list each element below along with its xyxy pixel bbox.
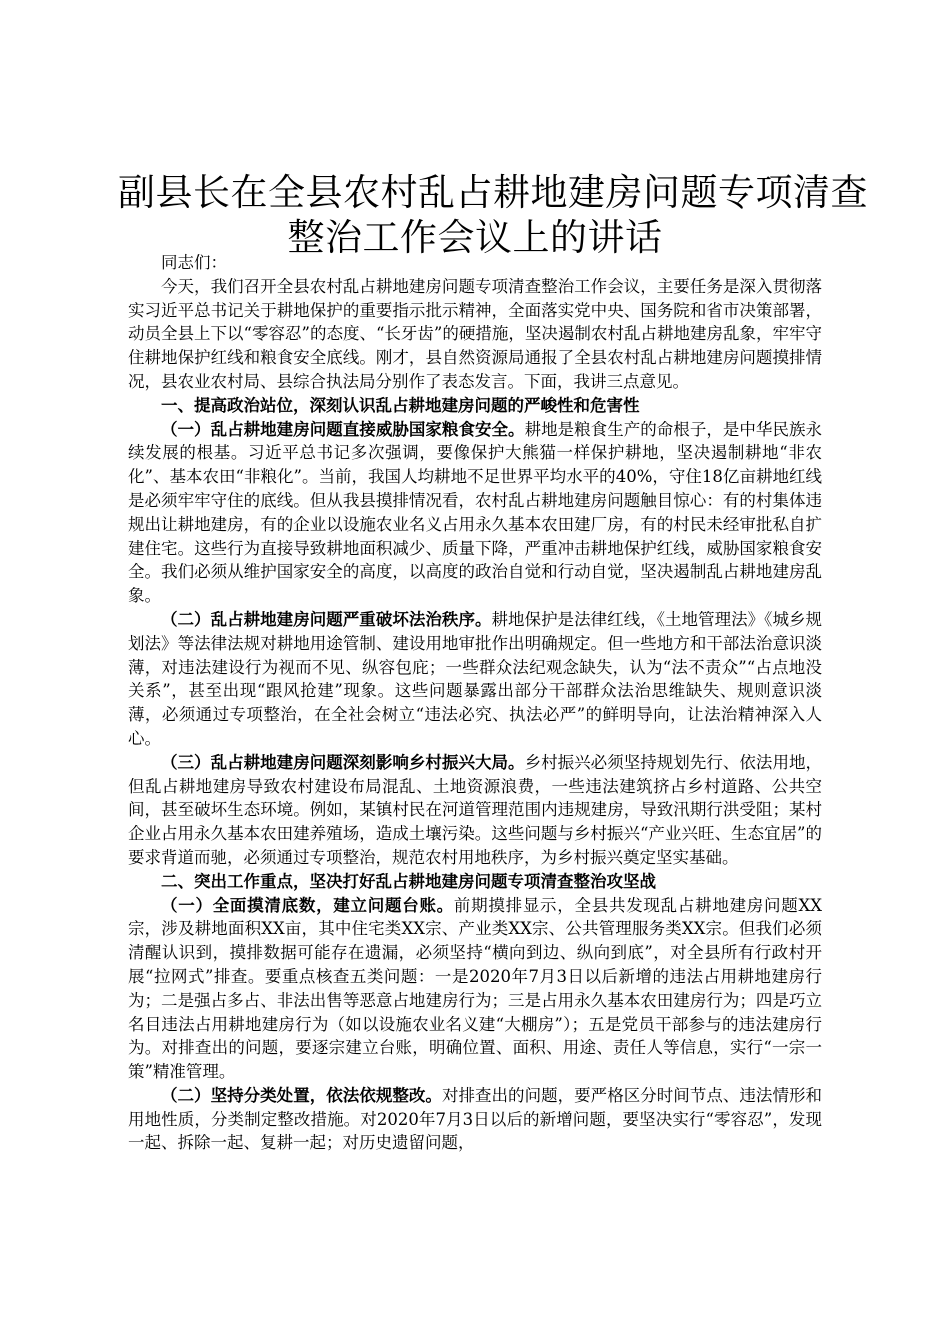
section-1-heading: 一、提高政治站位，深刻认识乱占耕地建房问题的严峻性和危害性	[161, 395, 640, 415]
title-line-1: 副县长在全县农村乱占耕地建房问题专项清查	[118, 171, 868, 214]
paragraph-lead: （二）坚持分类处置，依法依规整改。	[161, 1085, 442, 1105]
paragraph-text: 耕地是粮食生产的命根子，是中华民族永续发展的根基。习近平总书记多次强调，要像保护大熊猫一样保护耕地，坚决遏制耕地“非农化”、基本农田“非粮化”。当前，我国人均耕地不足世界平均水平的40%，守住18亿亩耕地红线是必须牢牢守住的底线。但从我县摸排情况看，农村乱占耕地建房问题触目惊心：有的村集体违规出让耕地建房，有的企业以设施农业名义占用永久基本农田建厂房，有的村民未经审批私自扩建住宅。这些行为直接导致耕地面积减少、质量下降，严重冲击耕地保护红线，威胁国家粮食安全。我们必须从维护国家安全的高度，以高度的政治自觉和行动自觉，坚决遏制乱占耕地建房乱象。	[128, 419, 823, 606]
document-title	[118, 170, 868, 260]
salutation: 同志们：	[161, 253, 227, 272]
paragraph-text: 前期摸排显示，全县共发现乱占耕地建房问题XX宗，涉及耕地面积XX亩，其中住宅类XX宗、产业类XX宗、公共管理服务类XX宗。但我们必须清醒认识到，摸排数据可能存在遗漏，必须坚持“横向到边、纵向到底”，对全县所有行政村开展“拉网式”排查。要重点核查五类问题：一是2020年7月3日以后新增的违法占用耕地建房行为；二是强占多占、非法出售等恶意占地建房行为；三是占用永久基本农田建房行为；四是巧立名目违法占用耕地建房行为（如以设施农业名义建“大棚房”）；五是党员干部参与的违法建房行为。对排查出的问题，要逐宗建立台账，明确位置、面积、用途、责任人等信息，实行“一宗一策”精准管理。	[128, 895, 822, 1082]
paragraph-lead: （一）乱占耕地建房问题直接威胁国家粮食安全。	[161, 419, 525, 439]
paragraph-text: 耕地保护是法律红线，《土地管理法》《城乡规划法》等法律法规对耕地用途管制、建设用地审批作出明确规定。但一些地方和干部法治意识淡薄，对违法建设行为视而不见、纵容包庇；一些群众法纪观念缺失，认为“法不责众”“占点地没关系”，甚至出现“跟风抢建”现象。这些问题暴露出部分干部群众法治思维缺失、规则意识淡薄，必须通过专项整治，在全社会树立“违法必究、执法必严”的鲜明导向，让法治精神深入人心。	[128, 609, 823, 748]
paragraph-text: 对排查出的问题，要严格区分时间节点、违法情形和用地性质，分类制定整改措施。对2020年7月3日以后的新增问题，要坚决实行“零容忍”，发现一起、拆除一起、复耕一起；对历史遗留问题，	[128, 1085, 823, 1153]
section-2-paragraph-2	[128, 1084, 822, 1155]
section-1-paragraph-1	[128, 418, 822, 608]
section-2-heading: 二、突出工作重点，坚决打好乱占耕地建房问题专项清查整治攻坚战	[161, 871, 656, 891]
document-body	[128, 251, 822, 1155]
paragraph-lead: （三）乱占耕地建房问题深刻影响乡村振兴大局。	[161, 752, 525, 772]
paragraph-lead: （二）乱占耕地建房问题严重破坏法治秩序。	[161, 609, 492, 629]
section-1-paragraph-3	[128, 751, 822, 870]
intro-paragraph: 今天，我们召开全县农村乱占耕地建房问题专项清查整治工作会议，主要任务是深入贯彻落实习近平总书记关于耕地保护的重要指示批示精神，全面落实党中央、国务院和省市决策部署，动员全县上下以“零容忍”的态度、“长牙齿”的硬措施，坚决遏制农村乱占耕地建房乱象，牢牢守住耕地保护红线和粮食安全底线。刚才，县自然资源局通报了全县农村乱占耕地建房问题摸排情况，县农业农村局、县综合执法局分别作了表态发言。下面，我讲三点意见。	[128, 276, 822, 391]
title-line-2: 整治工作会议上的讲话	[287, 216, 663, 259]
section-1-paragraph-2	[128, 608, 822, 751]
paragraph-text: 乡村振兴必须坚持规划先行、依法用地，但乱占耕地建房导致农村建设布局混乱、土地资源浪费，一些违法建筑挤占乡村道路、公共空间，甚至破坏生态环境。例如，某镇村民在河道管理范围内违规建房，导致汛期行洪受阻；某村企业占用永久基本农田建养殖场，造成土壤污染。这些问题与乡村振兴“产业兴旺、生态宜居”的要求背道而驰，必须通过专项整治，规范农村用地秩序，为乡村振兴奠定坚实基础。	[128, 752, 823, 867]
paragraph-lead: （一）全面摸清底数，建立问题台账。	[161, 895, 454, 915]
section-2-paragraph-1	[128, 894, 822, 1084]
